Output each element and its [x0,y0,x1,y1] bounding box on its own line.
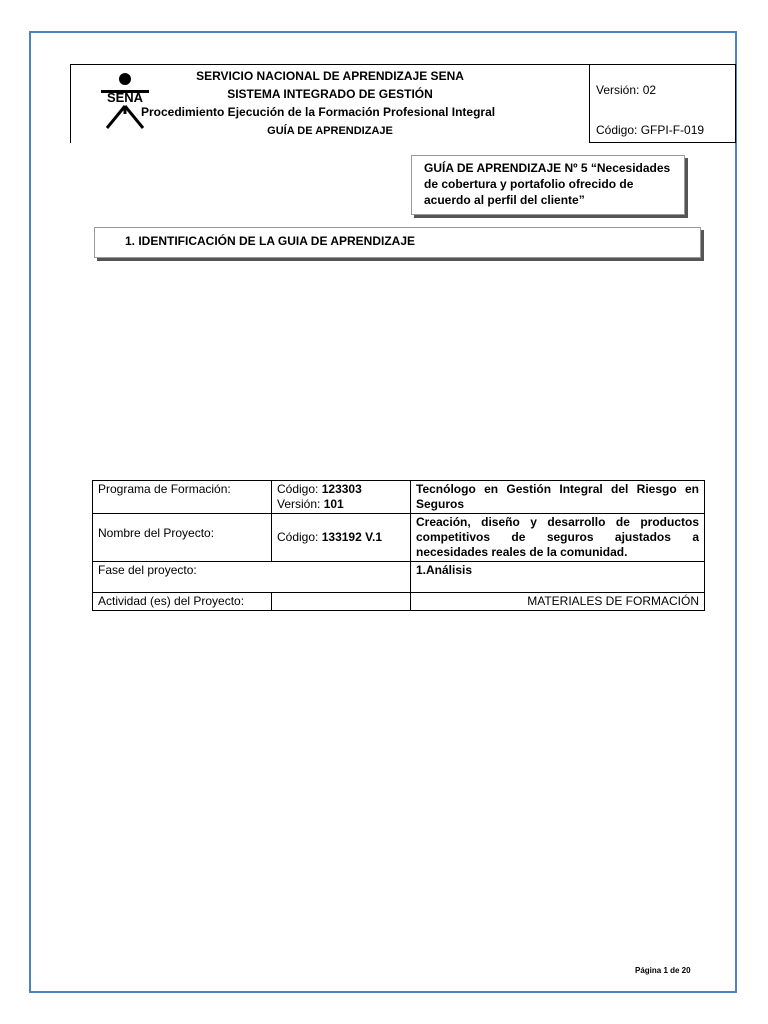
fase-label: Fase del proyecto: [93,562,411,593]
identification-table [92,480,705,611]
proyecto-label: Nombre del Proyecto: [93,514,272,562]
programa-label: Programa de Formación: [93,481,272,514]
proyecto-code-label: Código: [277,530,319,544]
proyecto-code-cell [272,514,411,562]
actividad-label: Actividad (es) del Proyecto: [93,593,272,611]
header-meta [589,64,736,143]
programa-code-cell [272,481,411,514]
proyecto-name: Creación, diseño y desarrollo de productos competitivos de seguros ajustados a necesidades reales de la comunidad. [411,514,705,562]
document-header [70,64,589,143]
codigo-value: 123303 [321,482,362,496]
header-doc-type: GUÍA DE APRENDIZAJE [267,125,393,137]
header-code: Código: GFPI-F-019 [596,123,705,137]
codigo-label: Código: [277,482,319,496]
section-heading: 1. IDENTIFICACIÓN DE LA GUIA DE APRENDIZAJE [94,227,701,258]
table-row [93,514,705,562]
header-procedure: Procedimiento Ejecución de la Formación Profesional Integral [141,105,496,119]
header-version: Versión: 02 [596,83,657,97]
table-row [93,562,705,593]
header-org: SERVICIO NACIONAL DE APRENDIZAJE SENA [196,69,464,83]
header-system: SISTEMA INTEGRADO DE GESTIÓN [227,87,433,101]
page-number: Página 1 de 20 [635,966,691,975]
guide-title: GUÍA DE APRENDIZAJE Nº 5 “Necesidades de cobertura y portafolio ofrecido de acuerdo al perfil del cliente” [411,155,685,215]
proyecto-code-value: 133192 V.1 [321,530,383,544]
actividad-empty-cell [272,593,411,611]
version-value: 101 [323,497,344,511]
fase-value: 1.Análisis [411,562,705,593]
programa-name: Tecnólogo en Gestión Integral del Riesgo en Seguros [411,481,705,514]
version-label: Versión: [277,497,321,511]
table-row [93,481,705,514]
table-row [93,593,705,611]
materiales-label: MATERIALES DE FORMACIÓN [411,593,705,611]
logo-text: SENA [106,90,144,105]
